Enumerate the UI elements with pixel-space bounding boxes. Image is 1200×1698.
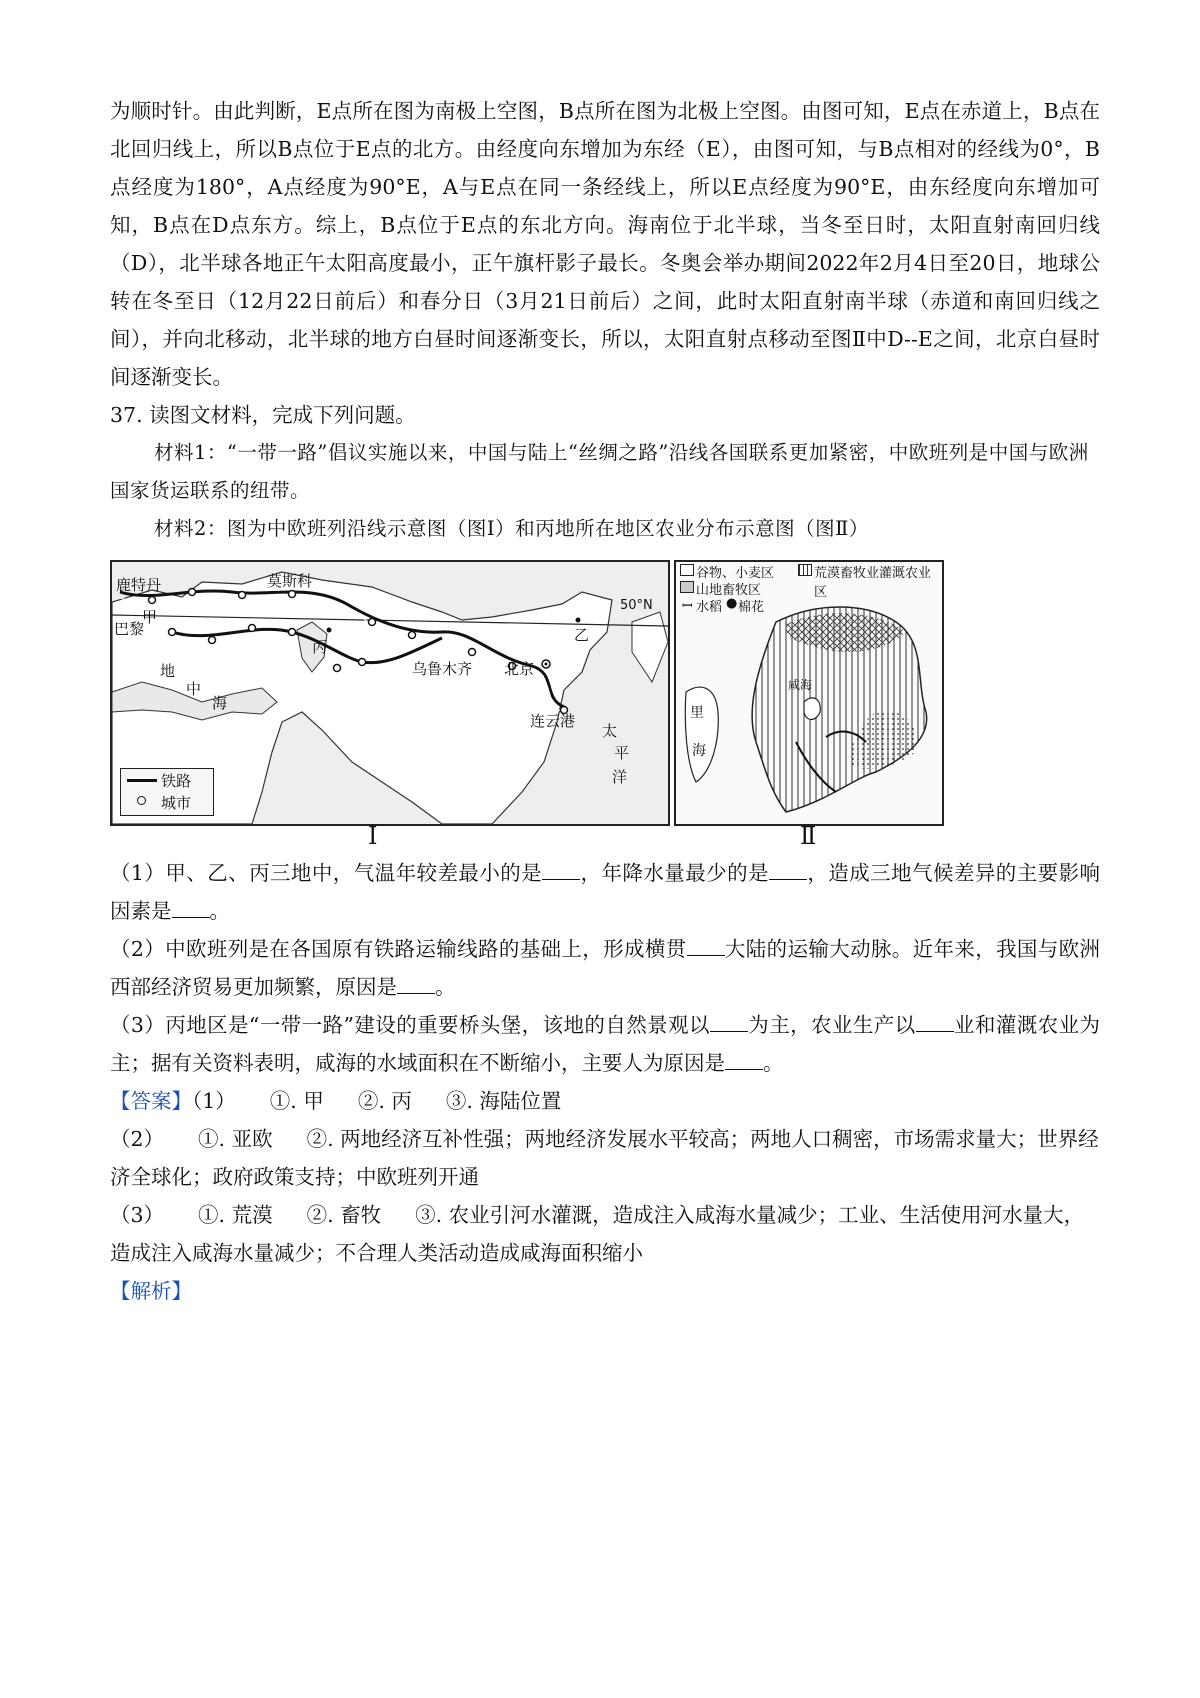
answer-2-2: ②. 两地经济互补性强；两地经济发展水平较高；两地人口稠密，市场需求量大；世界经济全球化；政府政策支持；中欧班列开通 (110, 1127, 1099, 1189)
question-2 (110, 930, 1100, 1006)
legend-city-label: 城市 (161, 794, 192, 812)
label-urumqi: 乌鲁木齐 (412, 660, 473, 678)
label-caspian-hai: 海 (692, 743, 706, 759)
legend-rail-label: 铁路 (161, 772, 192, 790)
figure-1-map (110, 560, 670, 826)
analysis-tag: 【解析】 (110, 1279, 192, 1303)
label-yi: 乙 (574, 626, 590, 644)
label-50n: 50°N (620, 598, 653, 613)
question-3 (110, 1006, 1100, 1082)
q2-part-b: 大陆的运输大动脉。近年来，我国与欧洲西部经济贸易更加频繁，原因是 (110, 937, 1100, 999)
q3-part-c: 业和灌溉农业为主；据有关资料表明，咸海的水域面积在不断缩小，主要人为原因是 (110, 1013, 1100, 1075)
analysis-heading (110, 1272, 1100, 1310)
label-bing: 丙 (312, 638, 328, 656)
mountain-area-icon (680, 581, 694, 593)
question-title: 37. 读图文材料，完成下列问题。 (110, 403, 416, 427)
cotton-icon: ● (726, 596, 738, 611)
q1-part-b: ，年降水量最少的是 (580, 861, 769, 885)
label-jia: 甲 (142, 608, 158, 626)
q3-blank-1 (710, 1011, 748, 1032)
legend-cotton: 棉花 (738, 600, 765, 615)
answer-3 (110, 1196, 1100, 1272)
label-yang: 洋 (612, 768, 628, 786)
desert-area-icon (798, 564, 812, 576)
answer-1-label: （1） (192, 1089, 236, 1113)
legend-grain: 谷物、小麦区 (696, 566, 775, 581)
answer-1-2: ②. 丙 (357, 1089, 412, 1113)
q1-part-a: （1）甲、乙、丙三地中，气温年较差最小的是 (110, 861, 543, 885)
question-1 (110, 854, 1100, 930)
answer-2-label: （2） (110, 1127, 165, 1151)
city-dot-icon (137, 796, 146, 805)
label-aral-sea: 咸海 (788, 678, 813, 692)
q3-blank-2 (916, 1011, 954, 1032)
legend-rice: 水稻 (696, 600, 723, 615)
q3-part-b: 为主，农业生产以 (747, 1013, 916, 1037)
q3-part-a: （3）丙地区是“一带一路”建设的重要桥头堡，该地的自然景观以 (110, 1013, 710, 1037)
answer-1 (110, 1082, 1100, 1120)
label-zhong: 中 (186, 680, 202, 698)
label-beijing: 北京 (504, 660, 535, 678)
rail-line-icon (127, 779, 157, 782)
q3-blank-3 (725, 1049, 763, 1070)
q1-part-c: ，造成三地气候差异的主要影响因素是 (110, 861, 1101, 923)
q1-blank-3 (172, 897, 210, 918)
answer-3-2: ②. 畜牧 (306, 1203, 382, 1227)
q1-part-d: 。 (209, 899, 230, 923)
previous-explanation: 为顺时针。由此判断，E点所在图为南极上空图，B点所在图为北极上空图。由图可知，E点在赤道上，B点在北回归线上，所以B点位于E点的北方。由经度向东增加为东经（E），由图可知，与B点相对的经线为0°，B点经度为180°，A点经度为90°E，A与E点在同一条经线上，所以E点经度为90°E，由东经度向东增加可知，B点在D点东方。综上，B点位于E点的东北方向。海南位于北半球，当冬至日时，太阳直射南回归线（D），北半球各地正午太阳高度最小，正午旗杆影子最长。冬奥会举办期间2022年2月4日至20日，地球公转在冬至日（12月22日前后）和春分日（3月21日前后）之间，此时太阳直射南半球（赤道和南回归线之间），并向北移动，北半球的地方白昼时间逐渐变长，所以，太阳直射点移动至图Ⅱ中D--E之间，北京白昼时间逐渐变长。 (110, 99, 1100, 389)
q1-blank-2 (769, 859, 807, 880)
q2-blank-1 (687, 935, 725, 956)
q1-blank-1 (542, 859, 580, 880)
q2-blank-2 (397, 973, 435, 994)
label-hai: 海 (212, 694, 228, 712)
answer-3-label: （3） (110, 1203, 165, 1227)
label-paris: 巴黎 (114, 620, 145, 638)
figure-2-caption: Ⅱ (800, 822, 817, 850)
figure-2-map (674, 560, 944, 826)
material-2: 材料2：图为中欧班列沿线示意图（图Ⅰ）和丙地所在地区农业分布示意图（图Ⅱ） (154, 517, 869, 540)
material-1: 材料1：“一带一路”倡议实施以来，中国与陆上“丝绸之路”沿线各国联系更加紧密，中欧班列是中国与欧洲国家货运联系的纽带。 (110, 441, 1089, 502)
q3-part-d: 。 (763, 1051, 784, 1075)
legend-map-1 (120, 768, 214, 816)
label-lianyungang: 连云港 (530, 712, 576, 730)
legend-mountain: 山地畜牧区 (696, 583, 762, 598)
label-moscow: 莫斯科 (267, 572, 313, 590)
figures (110, 560, 1100, 850)
label-ping: 平 (614, 744, 630, 762)
legend-map-2 (676, 562, 942, 614)
grain-area-icon (680, 564, 694, 576)
label-rotterdam: 鹿特丹 (116, 576, 162, 594)
answer-2 (110, 1120, 1100, 1196)
label-di: 地 (160, 662, 176, 680)
page-content (110, 92, 1100, 1310)
q2-part-c: 。 (435, 975, 456, 999)
answer-1-1: ①. 甲 (269, 1089, 324, 1113)
q2-part-a: （2）中欧班列是在各国原有铁路运输线路的基础上，形成横贯 (110, 937, 687, 961)
legend-desert: 荒漠畜牧业灌溉农业区 (814, 566, 932, 600)
answer-3-3: ③. 农业引河水灌溉，造成注入咸海水量减少；工业、生活使用河水量大，造成注入咸海水量减少；不合理人类活动造成咸海面积缩小 (110, 1203, 1085, 1265)
answer-tag: 【答案】 (110, 1089, 192, 1113)
answer-2-1: ①. 亚欧 (198, 1127, 273, 1151)
figure-1-caption: I (368, 822, 378, 850)
label-tai: 太 (602, 722, 618, 740)
label-caspian-li: 里 (690, 705, 704, 721)
answer-1-3: ③. 海陆位置 (445, 1089, 562, 1113)
rice-icon: ꟷ (682, 599, 693, 614)
answer-3-1: ①. 荒漠 (198, 1203, 273, 1227)
